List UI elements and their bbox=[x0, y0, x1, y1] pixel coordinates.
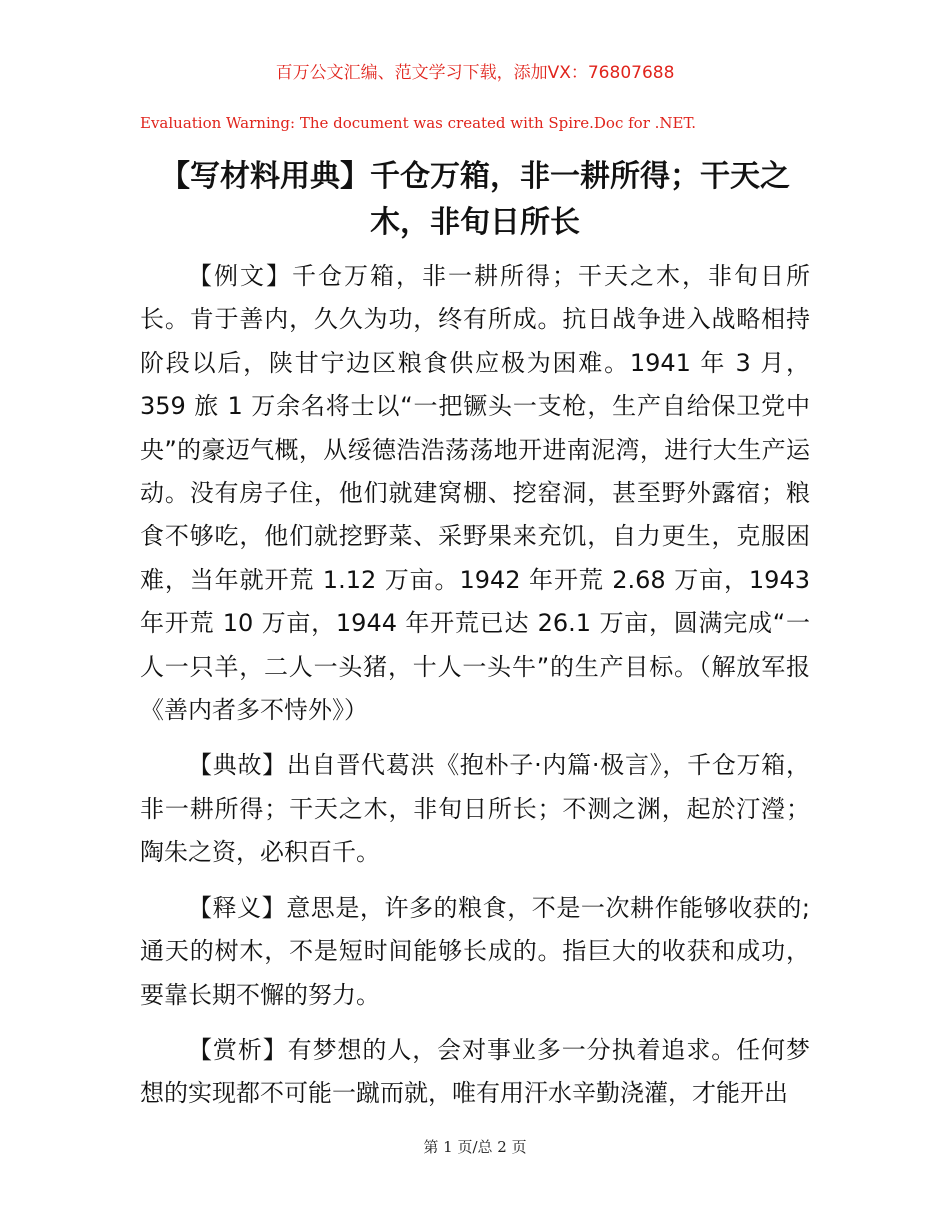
header-banner: 百万公文汇编、范文学习下载，添加VX：76807688 bbox=[275, 63, 675, 83]
paragraph-meaning: 【释义】意思是，许多的粮食，不是一次耕作能够收获的;通天的树木，不是短时间能够长成的。指巨大的收获和成功，要靠长期不懈的努力。 bbox=[140, 893, 810, 1009]
paragraph-example: 【例文】千仓万箱，非一耕所得；干天之木，非旬日所长。肯于善内，久久为功，终有所成。抗日战争进入战略相持阶段以后，陕甘宁边区粮食供应极为困难。1941 年 3 月，359 旅 1 万余名将士以“一把镢头一支枪，生产自给保卫党中央”的豪迈气概，从绥德浩浩荡荡地开进南泥湾，进行大生产运动。没有房子住，他们就建窝棚、挖窑洞，甚至野外露宿；粮食不够吃，他们就挖野菜、采野果来充饥，自力更生，克服困难，当年就开荒 1.12 万亩。1942 年开荒 2.68 万亩，1943 年开荒 10 万亩，1944 年开荒已达 26.1 万亩，圆满完成“一人一只羊，二人一头猪，十人一头牛”的生产目标。（解放军报《善内者多不恃外》） bbox=[140, 262, 810, 725]
page-indicator: 第 1 页/总 2 页 bbox=[423, 1138, 527, 1156]
paragraph-allusion: 【典故】出自晋代葛洪《抱朴子·内篇·极言》，千仓万箱，非一耕所得；干天之木，非旬日所长；不测之渊，起於汀瀅；陶朱之资，必积百千。 bbox=[140, 751, 810, 867]
paragraph-appreciation: 【赏析】有梦想的人，会对事业多一分执着追求。任何梦想的实现都不可能一蹴而就，唯有用汗水辛勤浇灌，才能开出 bbox=[140, 1035, 810, 1108]
document-body bbox=[140, 255, 810, 1128]
evaluation-warning: Evaluation Warning: The document was created with Spire.Doc for .NET. bbox=[140, 114, 697, 132]
document-title: 【写材料用典】千仓万箱，非一耕所得；干天之木，非旬日所长 bbox=[160, 159, 790, 240]
